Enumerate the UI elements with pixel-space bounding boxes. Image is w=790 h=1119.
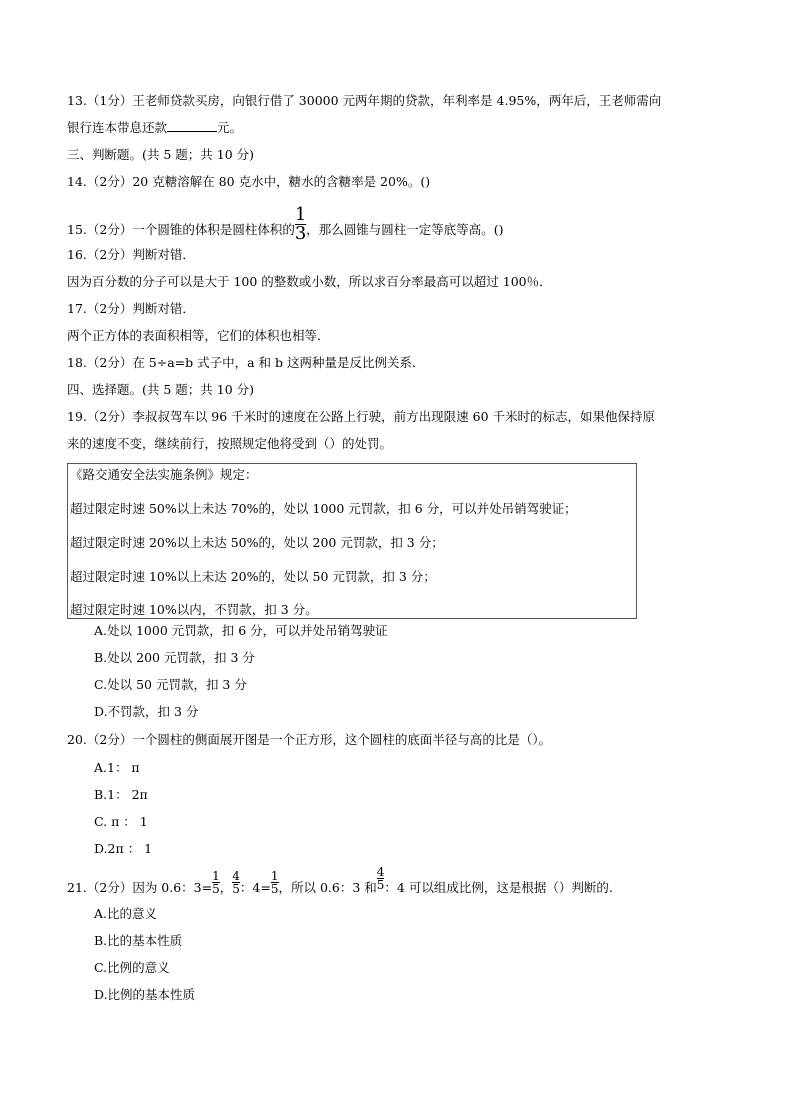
q19-option-c[interactable]: C.处以 50 元罚款，扣 3 分 <box>94 677 247 692</box>
denominator: 5 <box>212 882 220 896</box>
q21-text: ， <box>219 880 233 895</box>
numerator: 4 <box>232 869 240 883</box>
q20-option-b[interactable]: B.1： 2π <box>94 787 148 802</box>
q21-text: 21.（2分）因为 0.6：3= <box>67 880 213 895</box>
box-line: 超过限定时速 20%以上未达 50%的，处以 200 元罚款，扣 3 分； <box>70 535 444 550</box>
section-4-heading: 四、选择题。(共 5 题；共 10 分) <box>67 382 255 397</box>
fraction <box>212 870 220 895</box>
q21-option-a[interactable]: A.比的意义 <box>94 906 158 921</box>
denominator: 5 <box>232 882 240 896</box>
q21-option-c[interactable]: C.比例的意义 <box>94 960 170 975</box>
q21-option-d[interactable]: D.比例的基本性质 <box>94 987 196 1002</box>
q21-option-b[interactable]: B.比的基本性质 <box>94 933 183 948</box>
denominator: 5 <box>376 878 385 892</box>
box-line: 超过限定时速 10%以上未达 20%的，处以 50 元罚款，扣 3 分； <box>70 569 436 584</box>
q16-line2: 因为百分数的分子可以是大于 100 的整数或小数，所以求百分率最高可以超过 100％． <box>67 274 552 289</box>
fraction <box>271 870 279 895</box>
q14: 14.（2分）20 克糖溶解在 80 克水中，糖水的含糖率是 20%。() <box>67 174 431 189</box>
q20-option-c[interactable]: C. π ： 1 <box>94 814 148 829</box>
q13-line2 <box>67 119 242 137</box>
fraction <box>295 206 306 243</box>
q19-line1: 19.（2分）李叔叔驾车以 96 千米时的速度在公路上行驶，前方出现限速 60 千米时的标志，如果他保持原 <box>67 409 656 424</box>
q15 <box>67 204 504 249</box>
q16-line1: 16.（2分）判断对错． <box>67 247 195 262</box>
q13-text: 银行连本带息还款 <box>67 120 168 135</box>
q19-option-a[interactable]: A.处以 1000 元罚款，扣 6 分，可以并处吊销驾驶证 <box>94 623 388 638</box>
box-line: 《路交通安全法实施条例》规定： <box>70 467 258 482</box>
q20-stem: 20.（2分）一个圆柱的侧面展开图是一个正方形，这个圆柱的底面半径与高的比是（）。 <box>67 732 552 747</box>
q13-line1: 13.（1分）王老师贷款买房，向银行借了 30000 元两年期的贷款，年利率是 4.95%，两年后，王老师需向 <box>67 93 662 108</box>
q21-text: ：4 可以组成比例，这是根据（）判断的. <box>384 880 613 895</box>
denominator: 5 <box>270 882 279 896</box>
q21-stem <box>67 865 613 901</box>
q19-option-b[interactable]: B.处以 200 元罚款，扣 3 分 <box>94 650 255 665</box>
q17-line1: 17.（2分）判断对错． <box>67 301 195 316</box>
regulation-box <box>67 463 637 619</box>
q17-line2: 两个正方体的表面积相等，它们的体积也相等． <box>67 328 330 343</box>
q20-option-a[interactable]: A.1： π <box>94 760 140 775</box>
q15-pre: 15.（2分）一个圆锥的体积是圆柱体积的 <box>67 222 295 237</box>
q18: 18.（2分）在 5÷a=b 式子中，a 和 b 这两种量是反比例关系． <box>67 355 425 370</box>
q20-option-d[interactable]: D.2π ： 1 <box>94 841 153 856</box>
box-line: 超过限定时速 10%以内，不罚款，扣 3 分。 <box>70 602 318 617</box>
q19-line2: 来的速度不变，继续前行，按照规定他将受到（）的处罚。 <box>67 436 393 451</box>
q21-text: ：4= <box>239 880 271 895</box>
numerator: 4 <box>376 865 385 879</box>
fraction <box>232 870 240 895</box>
section-3-heading: 三、判断题。(共 5 题；共 10 分) <box>67 147 255 162</box>
q15-post: ，那么圆锥与圆柱一定等底等高。() <box>306 222 504 237</box>
numerator: 1 <box>270 869 279 883</box>
denominator: 3 <box>294 223 307 244</box>
q21-text: ，所以 0.6：3 和 <box>278 880 377 895</box>
box-line: 超过限定时速 50%以上未达 70%的，处以 1000 元罚款，扣 6 分，可以并处吊销驾驶证； <box>70 501 577 516</box>
numerator: 1 <box>294 204 307 225</box>
q19-option-d[interactable]: D.不罚款，扣 3 分 <box>94 704 199 719</box>
answer-blank[interactable] <box>167 119 217 132</box>
numerator: 1 <box>212 869 220 883</box>
fraction <box>377 866 385 891</box>
q13-unit: 元。 <box>217 120 243 135</box>
